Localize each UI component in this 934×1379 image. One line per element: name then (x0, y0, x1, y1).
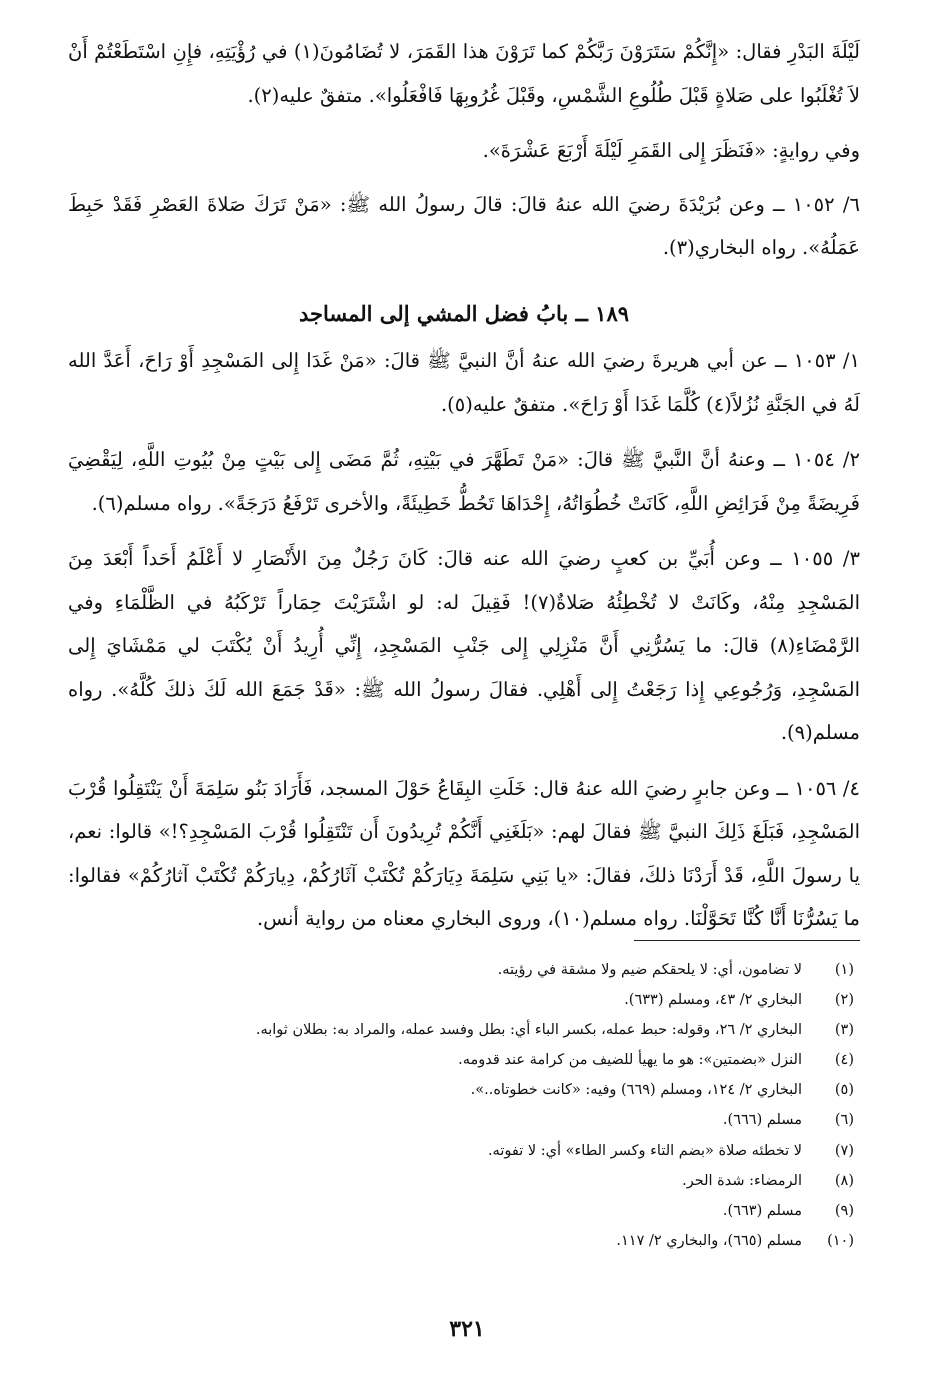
footnote-text: الرمضاء: شدة الحر. (682, 1172, 802, 1189)
footnote-item (68, 1226, 860, 1256)
footnote-item (68, 985, 860, 1015)
main-text (68, 30, 860, 953)
footnote-number: (٨) (834, 1172, 854, 1189)
footnote-text: لا تخطئه صلاة «بضم التاء وكسر الطاء» أي: لا تفوته. (487, 1142, 802, 1159)
footnote-item (68, 1105, 860, 1135)
hadith-1054: ٢/ ١٠٥٤ ــ وعنهُ أنَّ النَّبيَّ ﷺ قالَ: «مَنْ تَطَهَّرَ في بَيْتِهِ، ثُمَّ مَضَى إِلى بَيْتٍ مِنْ بُيُوتِ اللَّهِ، لِيَقْضِيَ فَرِيضَةً مِنْ فَرَائِضِ اللَّهِ، كَانَتْ خُطُوَاتُهُ، إِحْدَاهَا تَحُطُّ خَطِيئَةً، والأخرى تَرْفَعُ دَرَجَةً». رواه مسلم(٦). (68, 448, 860, 515)
footnote-text: مسلم (٦٦٣). (722, 1202, 802, 1219)
footnote-text: البخاري ٢/ ٢٦، وقوله: حبط عمله، بكسر الباء أي: بطل وفسد عمله، والمراد به: بطلان ثوابه. (255, 1022, 802, 1039)
hadith-1056: ٤/ ١٠٥٦ ــ وعن جابرٍ رضيَ الله عنهُ قال: خَلَتِ البِقَاعُ حَوْلَ المسجد، فَأَرَادَ بَنُو سَلِمَةَ أَنْ يَنْتَقِلُوا قُرْبَ المَسْجِدِ، فَبَلَغَ ذَلِكَ النبيَّ ﷺ فقالَ لهم: «بَلَغَنِي أَنَّكُمْ تُرِيدُونَ أَن تَنْتَقِلُوا قُرْبَ المَسْجِدِ؟!» قالوا: نعم، يا رسولَ اللَّهِ، قَدْ أَرَدْنَا ذلكَ، فقالَ: «يا بَنِي سَلِمَةَ دِيَارَكُمْ تُكْتَبْ آثَارُكُمْ، دِيارَكُمْ تُكْتَبْ آثارُكُمْ» فقالوا: ما يَسُرُّنَا أَنَّا كُنَّا تَحَوَّلْنَا. رواه مسلم(١٠)، وروى البخاري معناه من رواية أنس. (68, 776, 860, 930)
footnote-item (68, 955, 860, 985)
footnotes (68, 955, 860, 1256)
footnote-text: مسلم (٦٦٥)، والبخاري ٢/ ١١٧. (616, 1232, 802, 1249)
footnote-number: (٧) (834, 1142, 854, 1159)
footnote-number: (٦) (834, 1112, 854, 1129)
footnote-number: (٥) (834, 1082, 854, 1099)
footnote-text: النزل «بضمتين»: هو ما يهيأ للضيف من كرامة عند قدومه. (458, 1052, 802, 1069)
footnote-text: لا تضامون، أي: لا يلحقكم ضيم ولا مشقة في رؤيته. (497, 962, 802, 978)
hadith-1052: ٦/ ١٠٥٢ ــ وعن بُرَيْدَةَ رضيَ الله عنهُ قالَ: قالَ رسولُ الله ﷺ: «مَنْ تَرَكَ صَلاةَ العَصْرِ فَقَدْ حَبِطَ عَمَلُهُ». رواه البخاري(٣). (68, 192, 860, 259)
footnote-text: البخاري ٢/ ١٢٤، ومسلم (٦٦٩) وفيه: «كانت خطوتاه..». (470, 1082, 802, 1099)
footnote-item (68, 1196, 860, 1226)
footnote-number: (١٠) (827, 1232, 854, 1249)
footnote-item (68, 1166, 860, 1196)
hadith-1055: ٣/ ١٠٥٥ ــ وعن أُبَيِّ بن كعبٍ رضيَ الله عنه قالَ: كَانَ رَجُلٌ مِنَ الأَنْصَارِ لا أَعْلَمُ أَحَداً أَبْعَدَ مِنَ المَسْجِدِ مِنْهُ، وكَانَتْ لا تُخْطِئُهُ صَلاةٌ(٧)! فَقِيلَ له: لو اشْتَرَيْتَ حِمَاراً تَرْكَبُهُ في الظَّلْمَاءِ وفي الرَّمْضَاءِ(٨) قالَ: ما يَسُرُّنِي أَنَّ مَنْزِلِي إِلى جَنْبِ المَسْجِدِ، إِنِّي أُرِيدُ أَنْ يُكْتَبَ لي مَمْشَايَ إِلى المَسْجِدِ، وَرُجُوعِي إِذا رَجَعْتُ إِلى أَهْلِي. فقالَ رسولُ الله ﷺ: «قَدْ جَمَعَ الله لَكَ ذلكَ كُلَّهُ». رواه مسلم(٩). (68, 547, 860, 744)
page-number: ٣٢١ (449, 1316, 485, 1342)
footnote-item (68, 1045, 860, 1075)
footnote-number: (١) (834, 962, 854, 978)
chapter-heading: ١٨٩ ــ بابُ فضل المشي إلى المساجد (298, 300, 630, 326)
footnote-item (68, 1136, 860, 1166)
footnote-number: (٣) (834, 1022, 854, 1039)
footnote-number: (٩) (834, 1202, 854, 1219)
footnote-number: (٢) (834, 992, 854, 1009)
hadith-1053: ١/ ١٠٥٣ ــ عن أبي هريرةَ رضيَ الله عنهُ أنَّ النبيَّ ﷺ قالَ: «مَنْ غَدَا إِلى المَسْجِدِ أَوْ رَاحَ، أَعَدَّ الله لَهُ في الجَنَّةِ نُزُلاً(٤) كُلَّمَا غَدَا أَوْ رَاحَ». متفقٌ عليه(٥). (68, 349, 860, 416)
footnote-item (68, 1075, 860, 1105)
footnote-text: مسلم (٦٦٦). (722, 1112, 802, 1129)
paragraph-intro: لَيْلَةَ البَدْرِ فقال: «إِنَّكُمْ سَتَرَوْنَ رَبَّكُمْ كما تَرَوْنَ هذا القَمَرَ، لا تُضَامُونَ(١) في رُؤْيَتِهِ، فإِنِ اسْتَطَعْتُمْ أَنْ لاَ تُغْلَبُوا على صَلاةٍ قَبْلَ طُلُوعِ الشَّمْسِ، وقَبْلَ غُرُوبِهَا فَافْعَلُوا». متفقٌ عليه(٢). (68, 40, 860, 107)
footnote-item (68, 1015, 860, 1045)
footnote-number: (٤) (834, 1052, 854, 1069)
footnote-text: البخاري ٢/ ٤٣، ومسلم (٦٣٣). (624, 992, 802, 1009)
paragraph-riwaya: وفي روايةٍ: «فَنَظَرَ إِلى القَمَرِ لَيْلَةَ أَرْبَعَ عَشْرَةَ». (482, 139, 860, 162)
footnote-divider (634, 940, 860, 941)
